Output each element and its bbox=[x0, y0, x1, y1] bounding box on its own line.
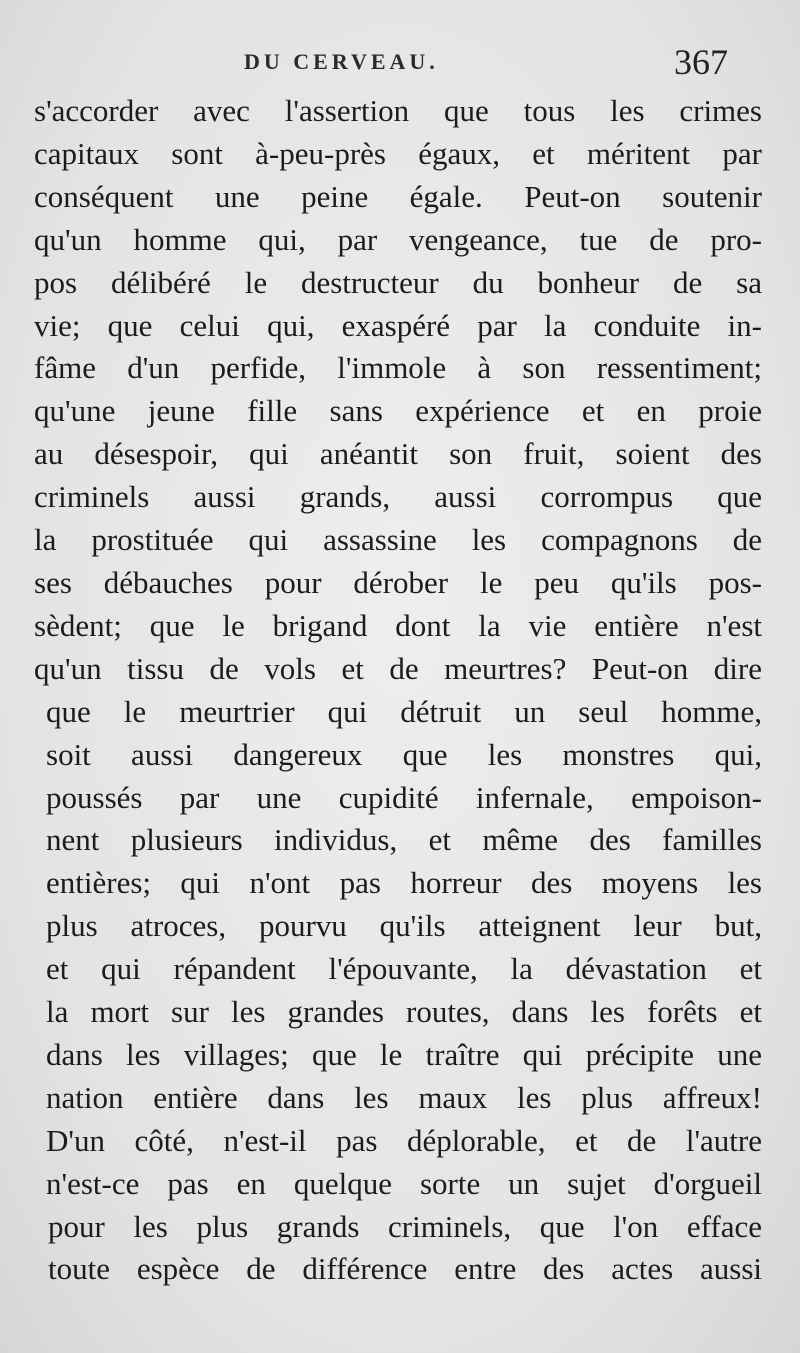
text-line: la prostituée qui assassine les compagnons de bbox=[34, 522, 762, 558]
text-line: au désespoir, qui anéantit son fruit, soient des bbox=[34, 436, 762, 472]
text-line: pour les plus grands criminels, que l'on efface bbox=[48, 1208, 762, 1244]
text-line: plus atroces, pourvu qu'ils atteignent leur but, bbox=[46, 908, 762, 944]
text-line: la mort sur les grandes routes, dans les forêts et bbox=[46, 994, 762, 1030]
text-line: soit aussi dangereux que les monstres qui, bbox=[46, 736, 762, 772]
text-line: vie; que celui qui, exaspéré par la conduite in- bbox=[34, 307, 762, 343]
page-number: 367 bbox=[674, 42, 728, 82]
text-line: toute espèce de différence entre des actes aussi bbox=[48, 1251, 762, 1287]
text-line: conséquent une peine égale. Peut-on soutenir bbox=[34, 178, 762, 214]
text-line: nent plusieurs individus, et même des familles bbox=[46, 822, 762, 858]
text-line: qu'un homme qui, par vengeance, tue de pro- bbox=[34, 221, 762, 257]
text-line: et qui répandent l'épouvante, la dévastation et bbox=[46, 951, 762, 987]
text-line: qu'un tissu de vols et de meurtres? Peut-on dire bbox=[34, 650, 762, 686]
text-line: qu'une jeune fille sans expérience et en proie bbox=[34, 393, 762, 429]
text-line: criminels aussi grands, aussi corrompus que bbox=[34, 479, 762, 515]
text-line: poussés par une cupidité infernale, empoison- bbox=[46, 779, 762, 815]
text-line: sèdent; que le brigand dont la vie entière n'est bbox=[34, 607, 762, 643]
body-text bbox=[34, 90, 762, 1291]
running-title: DU CERVEAU. bbox=[244, 49, 439, 74]
text-line: dans les villages; que le traître qui précipite une bbox=[46, 1036, 762, 1072]
text-line: que le meurtrier qui détruit un seul homme, bbox=[46, 693, 762, 729]
text-line: capitaux sont à-peu-près égaux, et méritent par bbox=[34, 135, 762, 171]
text-line: fâme d'un perfide, l'immole à son ressentiment; bbox=[34, 350, 762, 386]
text-line: entières; qui n'ont pas horreur des moyens les bbox=[46, 865, 762, 901]
text-line: D'un côté, n'est-il pas déplorable, et de l'autre bbox=[46, 1122, 762, 1158]
running-head bbox=[0, 42, 800, 85]
text-line: ses débauches pour dérober le peu qu'ils pos- bbox=[34, 564, 762, 600]
text-line: n'est-ce pas en quelque sorte un sujet d'orgueil bbox=[46, 1165, 762, 1201]
text-line: nation entière dans les maux les plus affreux! bbox=[46, 1079, 762, 1115]
text-line: pos délibéré le destructeur du bonheur de sa bbox=[34, 264, 762, 300]
text-line: s'accorder avec l'assertion que tous les crimes bbox=[34, 93, 762, 128]
